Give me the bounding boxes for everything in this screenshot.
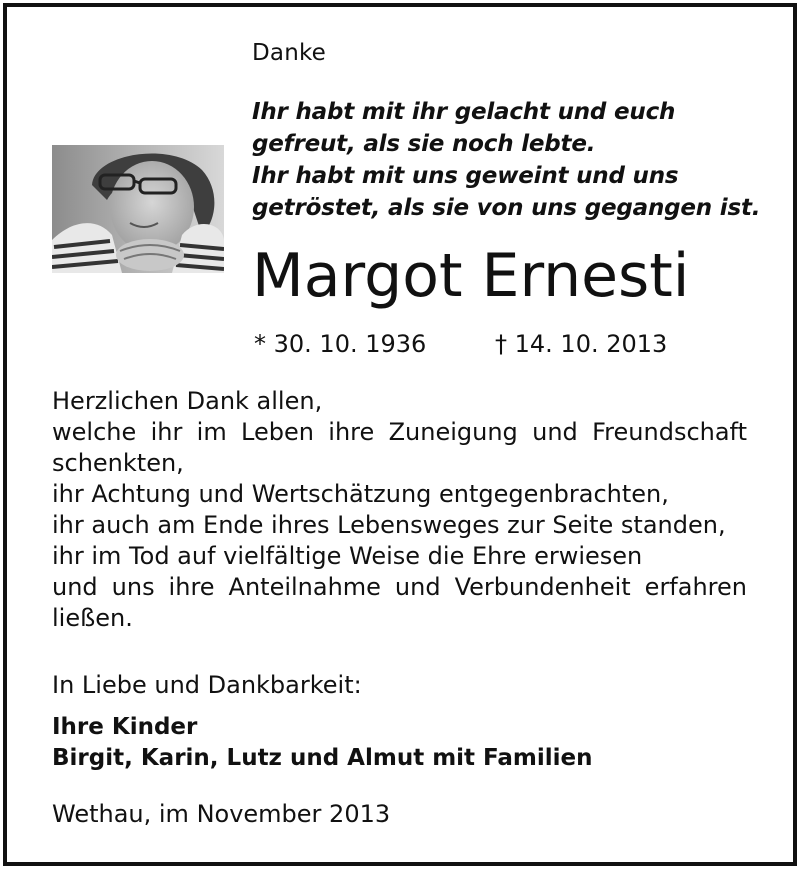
closing-phrase: In Liebe und Dankbarkeit: [52,671,362,699]
signatories [52,712,593,774]
thanks-line: ihr auch am Ende ihres Lebensweges zur Seite standen, [52,511,726,539]
portrait-image [52,145,224,273]
place-and-date: Wethau, im November 2013 [52,800,391,828]
poem [252,96,760,224]
birth-date: * 30. 10. 1936 [254,330,427,358]
poem-line: Ihr habt mit ihr gelacht und euch [252,99,676,125]
portrait-photo [52,145,224,273]
poem-line: Ihr habt mit uns geweint und uns [252,163,679,189]
thanks-line: Herzlichen Dank allen, [52,387,323,415]
thanks-line: ließen. [52,604,133,632]
poem-line: getröstet, als sie von uns gegangen ist. [252,195,761,221]
thanks-text [52,386,747,634]
signatories-line: Ihre Kinder [52,714,198,740]
poem-line: gefreut, als sie noch lebte. [252,131,596,157]
thanks-line: schenkten, [52,449,184,477]
thanks-line: ihr Achtung und Wertschätzung entgegenbrachten, [52,480,669,508]
deceased-name: Margot Ernesti [252,241,690,311]
thanks-line: welche ihr im Leben ihre Zuneigung und Freundschaft [52,418,747,446]
thanks-line: und uns ihre Anteilnahme und Verbundenheit erfahren [52,573,747,601]
signatories-line: Birgit, Karin, Lutz und Almut mit Familien [52,745,593,771]
heading-danke: Danke [252,40,327,66]
thanks-line: ihr im Tod auf vielfältige Weise die Ehre erwiesen [52,542,643,570]
death-date: † 14. 10. 2013 [495,330,668,358]
